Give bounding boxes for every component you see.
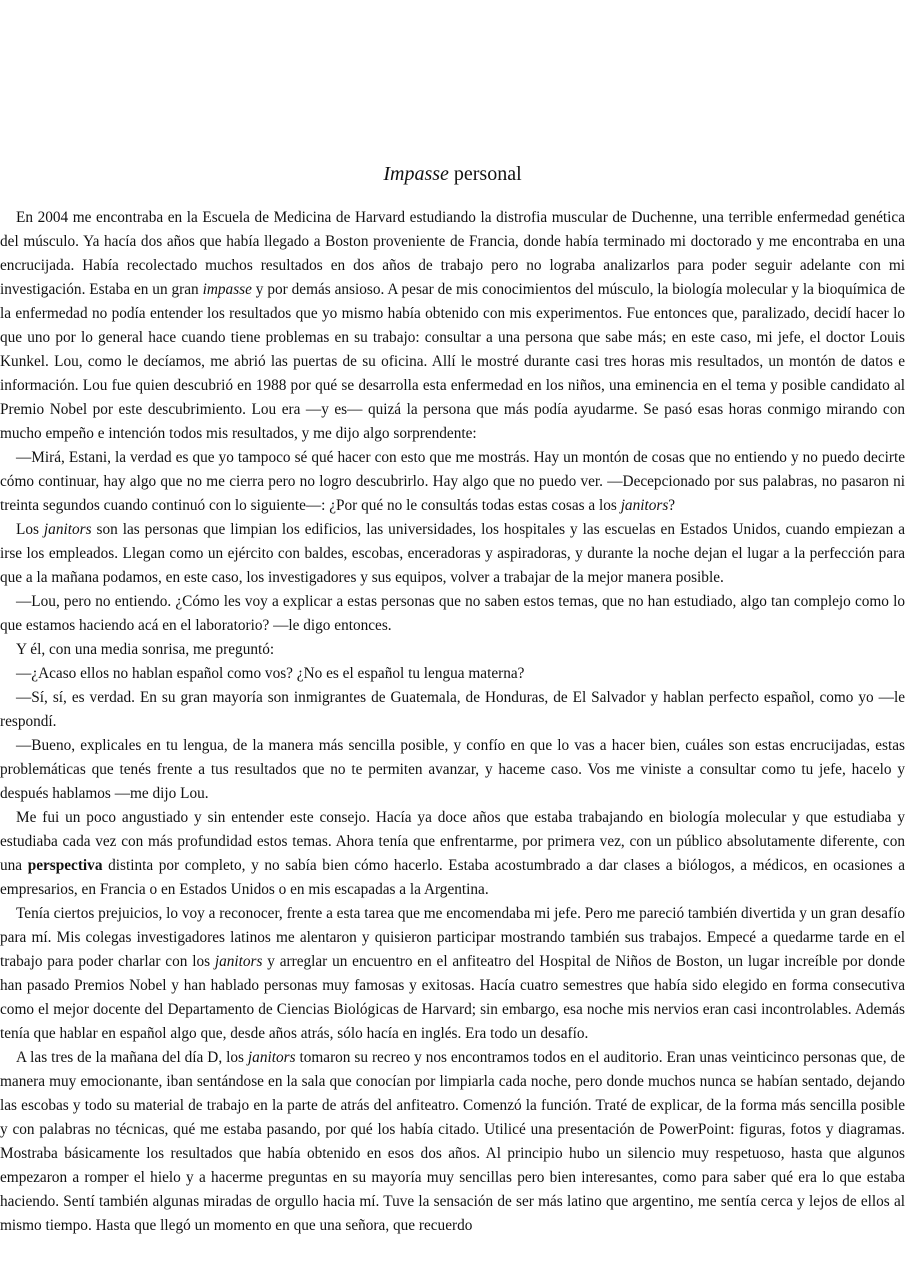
italic-term: janitors: [620, 497, 669, 514]
italic-term: janitors: [247, 1049, 296, 1066]
title-italic: Impasse: [383, 163, 449, 185]
title-rest: personal: [448, 163, 522, 185]
paragraph-1: En 2004 me encontraba en la Escuela de Medicina de Harvard estudiando la distrofia muscular de Duchenne, una terrible enfermedad genética del músculo. Ya hacía dos años que había llegado a Boston proveniente de Francia, donde había terminado mi doctorado y me encontraba en una encrucijada. Había recolectado muchos resultados en dos años de trabajo pero no lograba analizarlos para poder seguir adelante con mi investigación. Estaba en un gran impasse y por demás ansioso. A pesar de mis conocimientos del músculo, la biología molecular y la bioquímica de la enfermedad no podía entender los resultados que yo mismo había obtenido con mis experimentos. Fue entonces que, paralizado, decidí hacer lo que uno por lo general hace cuando tiene problemas en su trabajo: consultar a una persona que sabe más; en este caso, mi jefe, el doctor Louis Kunkel. Lou, como le decíamos, me abrió las puertas de su oficina. Allí le mostré durante casi tres horas mis resultados, un montón de datos e información. Lou fue quien descubrió en 1988 por qué se desarrolla esta enfermedad en los niños, una eminencia en el tema y posible candidato al Premio Nobel por este descubrimiento. Lou era —y es— quizá la persona que más podía ayudarme. Se pasó esas horas conmigo mirando con mucho empeño e intención todos mis resultados, y me dijo algo sorprendente:: [0, 209, 905, 442]
paragraph-11: A las tres de la mañana del día D, los janitors tomaron su recreo y nos encontramos todos en el auditorio. Eran unas veinticinco personas que, de manera muy emocionante, iban sentándose en la sala que conocían por limpiarla cada noche, pero donde muchos nunca se habían sentado, dejando las escobas y todo su material de trabajo en la parte de atrás del anfiteatro. Comenzó la función. Traté de explicar, de la forma más sencilla posible y con palabras no técnicas, qué me estaba pasando, por qué los había citado. Utilicé una presentación de PowerPoint: figuras, fotos y diagramas. Mostraba básicamente los resultados que había obtenido en esos dos años. Al principio hubo un silencio muy respetuoso, hasta que algunos empezaron a romper el hielo y a hacerme preguntas en su mayoría muy sencillas pero bien interesantes, como para saber qué era lo que estaba haciendo. Sentí también algunas miradas de orgullo hacia mí. Tuve la sensación de ser más latino que argentino, me sentía cerca y lejos de ellos al mismo tiempo. Hasta que llegó un momento en que una señora, que recuerdo: [0, 1049, 905, 1234]
paragraph-2: —Mirá, Estani, la verdad es que yo tampoco sé qué hacer con esto que me mostrás. Hay un montón de cosas que no entiendo y no puedo decirte cómo continuar, hay algo que no me cierra pero no logro descubrirlo. Hay algo que no puedo ver. —Decepcionado por sus palabras, no pasaron ni treinta segundos cuando continuó con lo siguiente—: ¿Por qué no le consultás todas estas cosas a los janitors?: [0, 449, 905, 514]
italic-term: impasse: [202, 281, 252, 298]
paragraph-7: —Sí, sí, es verdad. En su gran mayoría son inmigrantes de Guatemala, de Honduras, de El Salvador y hablan perfecto español, como yo —le respondí.: [0, 689, 905, 730]
paragraph-8: —Bueno, explicales en tu lengua, de la manera más sencilla posible, y confío en que lo vas a hacer bien, cuáles son estas encrucijadas, estas problemáticas que tenés frente a tus resultados que no te permiten avanzar, y haceme caso. Vos me viniste a consultar como tu jefe, hacelo y después hablamos —me dijo Lou.: [0, 737, 905, 802]
body-text: [0, 206, 905, 1238]
paragraph-6: —¿Acaso ellos no hablan español como vos? ¿No es el español tu lengua materna?: [16, 665, 525, 682]
paragraph-3: Los janitors son las personas que limpian los edificios, las universidades, los hospitales y las escuelas en Estados Unidos, cuando empiezan a irse los empleados. Llegan como un ejército con baldes, escobas, enceradoras y aspiradoras, y durante la noche dejan el lugar a la perfección para que a la mañana podamos, en este caso, los investigadores y sus equipos, volver a trabajar de la mejor manera posible.: [0, 521, 905, 586]
page-title: [0, 160, 905, 188]
paragraph-10: Tenía ciertos prejuicios, lo voy a reconocer, frente a esta tarea que me encomendaba mi jefe. Pero me pareció también divertida y un gran desafío para mí. Mis colegas investigadores latinos me alentaron y quisieron participar mostrando también sus trabajos. Empecé a quedarme tarde en el trabajo para poder charlar con los janitors y arreglar un encuentro en el anfiteatro del Hospital de Niños de Boston, un lugar increíble por donde han pasado Premios Nobel y han hablado personas muy famosas y exitosas. Hacía cuatro semestres que había sido elegido en forma consecutiva como el mejor docente del Departamento de Ciencias Biológicas de Harvard; sin embargo, esa noche mis nervios eran casi incontrolables. Además tenía que hablar en español algo que, desde años atrás, sólo hacía en inglés. Era todo un desafío.: [0, 905, 905, 1042]
italic-term: janitors: [43, 521, 92, 538]
paragraph-5: Y él, con una media sonrisa, me preguntó:: [16, 641, 275, 658]
italic-term: janitors: [214, 953, 263, 970]
paragraph-4: —Lou, pero no entiendo. ¿Cómo les voy a explicar a estas personas que no saben estos temas, que no han estudiado, algo tan complejo como lo que estamos haciendo acá en el laboratorio? —le digo entonces.: [0, 593, 905, 634]
paragraph-9: Me fui un poco angustiado y sin entender este consejo. Hacía ya doce años que estaba trabajando en biología molecular y que estudiaba y estudiaba cada vez con más profundidad estos temas. Ahora tenía que enfrentarme, por primera vez, con un público absolutamente diferente, con una perspectiva distinta por completo, y no sabía bien cómo hacerlo. Estaba acostumbrado a dar clases a biólogos, a médicos, en ocasiones a empresarios, en Francia o en Estados Unidos o en mis escapadas a la Argentina.: [0, 809, 905, 898]
bold-term: perspectiva: [27, 857, 103, 874]
